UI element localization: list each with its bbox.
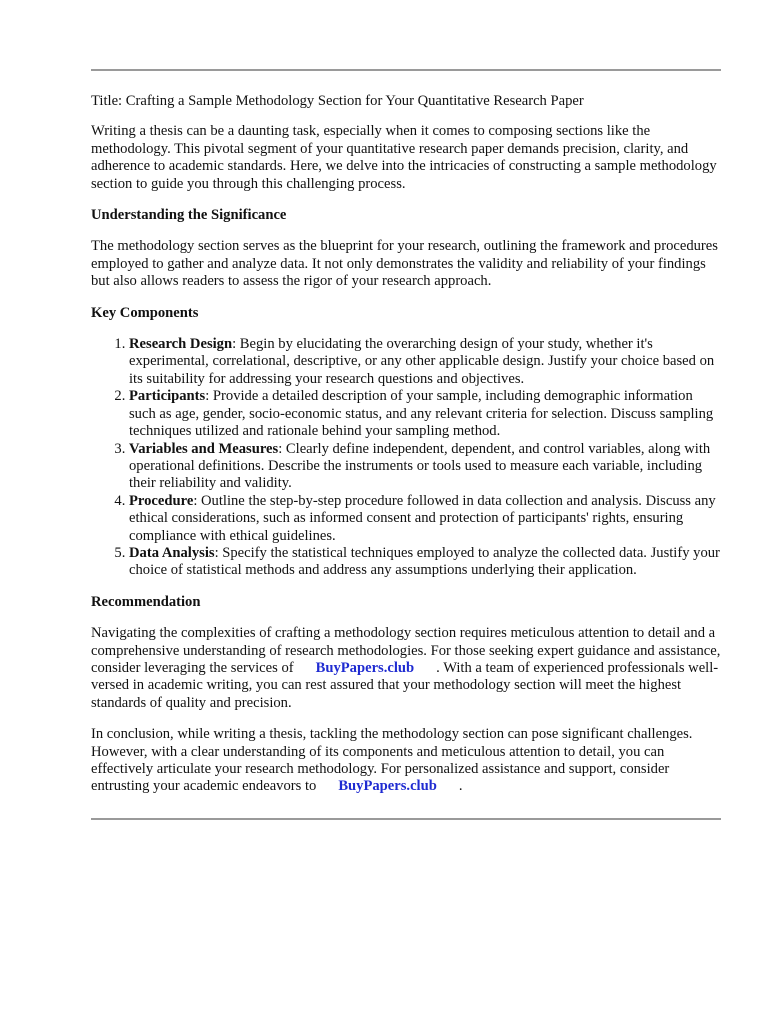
list-item-text: : Outline the step-by-step procedure followed in data collection and analysis. Discuss any ethical considerations, such as informed consent and protection of participants' rights, ensuring compliance with ethical guidelines. [129, 492, 716, 544]
list-item-procedure [129, 493, 721, 545]
intro-paragraph: Writing a thesis can be a daunting task, especially when it comes to composing sections like the methodology. This pivotal segment of your quantitative research paper demands precision, clarity, and adherence to academic standards. Here, we delve into the intricacies of constructing a sample methodology section to guide you through this challenging process. [91, 123, 717, 192]
recommendation-text-before: Navigating the complexities of crafting a methodology section requires meticulous attention to detail and a comprehensive understanding of research methodologies. For those seeking expert guidance and assistance, consider leveraging the services of [91, 625, 721, 676]
list-item-data-analysis [129, 545, 721, 580]
list-item-term: Procedure [129, 492, 194, 509]
document-page [91, 69, 721, 820]
conclusion-text-before: In conclusion, while writing a thesis, tackling the methodology section can pose significant challenges. However, with a clear understanding of its components and meticulous attention to detail, you can effectively articulate your research methodology. For personalized assistance and support, consider entrusting your academic endeavors to [91, 726, 693, 795]
list-item-text: : Clearly define independent, dependent, and control variables, along with operational definitions. Describe the instruments or tools used to measure each variable, including their reliability and validity. [129, 440, 711, 492]
list-item-term: Data Analysis [129, 544, 215, 561]
document-title: Title: Crafting a Sample Methodology Section for Your Quantitative Research Paper [91, 93, 584, 109]
buypapers-link[interactable]: BuyPapers.club [338, 778, 437, 795]
list-item-term: Variables and Measures [129, 440, 279, 457]
list-item-variables-measures [129, 441, 721, 493]
list-item-text: : Specify the statistical techniques employed to analyze the collected data. Justify your choice of statistical methods and address any assumptions underlying their application. [129, 544, 720, 579]
significance-paragraph: The methodology section serves as the blueprint for your research, outlining the framework and procedures employed to gather and analyze data. It not only demonstrates the validity and reliability of your findings but also allows readers to assess the rigor of your research approach. [91, 238, 718, 290]
bottom-divider [91, 818, 721, 820]
buypapers-link[interactable]: BuyPapers.club [315, 659, 415, 676]
list-item-term: Research Design [129, 336, 233, 353]
recommendation-text-after: . With a team of experienced professionals well-versed in academic writing, you can rest assured that your methodology section will meet the highest standards of quality and precision. [91, 659, 719, 711]
key-components-heading: Key Components [91, 304, 199, 321]
list-item-term: Participants [129, 388, 206, 405]
key-components-list [91, 336, 721, 580]
recommendation-heading: Recommendation [91, 593, 201, 610]
top-divider [91, 69, 721, 71]
conclusion-text-after: . [458, 778, 463, 795]
list-item-participants [129, 388, 721, 440]
conclusion-paragraph [91, 726, 721, 796]
list-item-text: : Provide a detailed description of your sample, including demographic information such as age, gender, socio-economic status, and any relevant criteria for selection. Discuss sampling techniques utilized and rationale behind your sampling method. [129, 388, 714, 440]
list-item-text: : Begin by elucidating the overarching design of your study, whether it's experimental, correlational, descriptive, or any other applicable design. Justify your choice based on its suitability for addressing your research questions and objectives. [129, 336, 715, 387]
recommendation-paragraph [91, 625, 721, 712]
significance-heading: Understanding the Significance [91, 207, 287, 224]
list-item-research-design [129, 336, 721, 388]
